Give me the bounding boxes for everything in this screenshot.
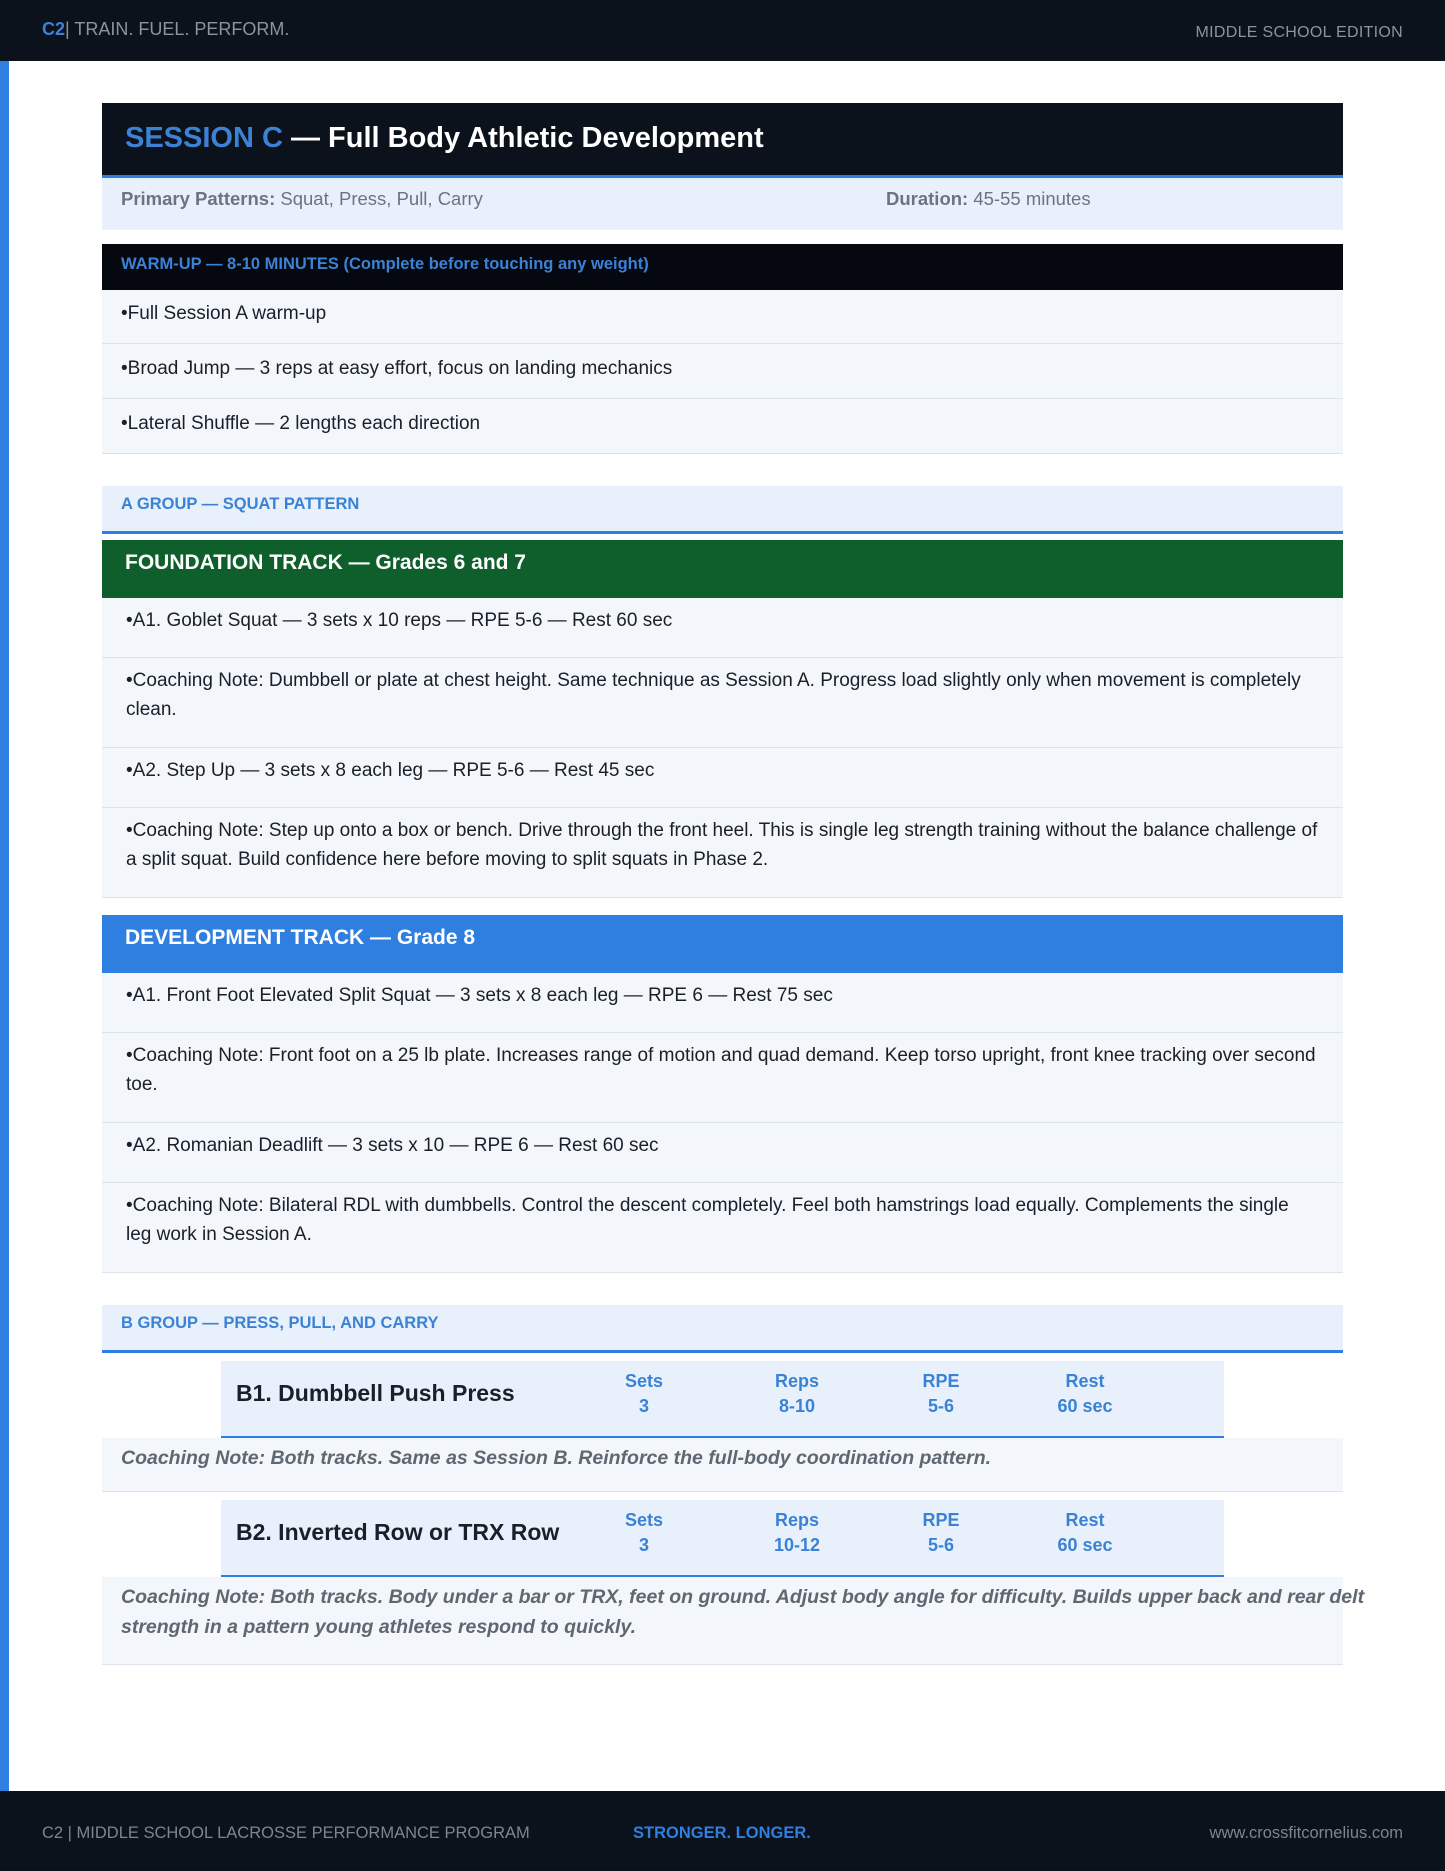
exercise-name: B1. Dumbbell Push Press: [236, 1380, 515, 1406]
exercise-card-b1: [221, 1361, 1224, 1438]
exercise-row: •A2. Step Up — 3 sets x 8 each leg — RPE 5-6 — Rest 45 sec: [102, 748, 1343, 808]
stat-value: 60 sec: [1057, 1396, 1113, 1416]
warmup-item: •Broad Jump — 3 reps at easy effort, focus on landing mechanics: [102, 344, 1343, 399]
stat-sets: [584, 1508, 704, 1558]
exercise-name: B2. Inverted Row or TRX Row: [236, 1519, 560, 1545]
stat-value: 8-10: [778, 1396, 816, 1416]
duration-label: Duration:: [886, 188, 969, 209]
stat-label: Sets: [624, 1510, 664, 1530]
brand-tagline: | TRAIN. FUEL. PERFORM.: [65, 19, 290, 39]
stat-reps: [737, 1508, 857, 1558]
stat-label: Reps: [774, 1510, 819, 1530]
brand-code: C2: [42, 19, 66, 39]
development-track-heading: DEVELOPMENT TRACK — Grade 8: [102, 915, 1343, 973]
left-accent-stripe: [0, 61, 9, 1791]
exercise-row: •A2. Romanian Deadlift — 3 sets x 10 — RPE 6 — Rest 60 sec: [102, 1123, 1343, 1183]
stat-label: Rest: [1065, 1510, 1105, 1530]
footer-program-name: C2 | MIDDLE SCHOOL LACROSSE PERFORMANCE PROGRAM: [42, 1824, 530, 1842]
document-content: [102, 103, 1365, 1665]
duration-value: 45-55 minutes: [968, 188, 1091, 209]
group-a-heading: A GROUP — SQUAT PATTERN: [102, 486, 1343, 534]
warmup-item: •Lateral Shuffle — 2 lengths each direction: [102, 399, 1343, 454]
stat-label: Rest: [1065, 1371, 1105, 1391]
primary-patterns-value: Squat, Press, Pull, Carry: [275, 188, 483, 209]
coaching-note-row: •Coaching Note: Front foot on a 25 lb plate. Increases range of motion and quad demand. Keep torso upright, front knee tracking over second toe.: [102, 1033, 1343, 1123]
footer-website-link[interactable]: www.crossfitcornelius.com: [1209, 1824, 1403, 1842]
foundation-track-heading: FOUNDATION TRACK — Grades 6 and 7: [102, 540, 1343, 598]
stat-value: 10-12: [773, 1535, 821, 1555]
footer: [0, 1791, 1445, 1871]
brand: [42, 19, 289, 40]
stat-label: RPE: [922, 1371, 960, 1391]
stat-rest: [1025, 1508, 1145, 1558]
coaching-note-row: •Coaching Note: Dumbbell or plate at chest height. Same technique as Session A. Progress load slightly only when movement is completely clean.: [102, 658, 1343, 748]
coaching-note-container: [102, 1577, 1365, 1665]
top-bar: [0, 0, 1445, 61]
duration: [886, 188, 1091, 210]
primary-patterns-label: Primary Patterns:: [121, 188, 276, 209]
coaching-note: Coaching Note: Both tracks. Same as Session B. Reinforce the full-body coordination pattern.: [102, 1438, 1343, 1492]
warmup-list: [102, 290, 1343, 454]
exercise-row: •A1. Goblet Squat — 3 sets x 10 reps — RPE 5-6 — Rest 60 sec: [102, 598, 1343, 658]
exercise-row: •A1. Front Foot Elevated Split Squat — 3 sets x 8 each leg — RPE 6 — Rest 75 sec: [102, 973, 1343, 1033]
stat-label: RPE: [922, 1510, 960, 1530]
group-b-heading: B GROUP — PRESS, PULL, AND CARRY: [102, 1305, 1343, 1353]
coaching-note-row: •Coaching Note: Bilateral RDL with dumbbells. Control the descent completely. Feel both hamstrings load equally. Complements the single leg work in Session A.: [102, 1183, 1343, 1273]
session-meta: [102, 178, 1343, 230]
stat-value: 3: [638, 1535, 649, 1555]
stat-value: 60 sec: [1057, 1535, 1113, 1555]
stat-rest: [1025, 1369, 1145, 1419]
edition-label: MIDDLE SCHOOL EDITION: [1195, 24, 1403, 41]
stat-label: Sets: [624, 1371, 664, 1391]
exercise-card-b2: [221, 1500, 1224, 1577]
warmup-heading: WARM-UP — 8-10 MINUTES (Complete before touching any weight): [102, 244, 1343, 290]
coaching-note-row: •Coaching Note: Step up onto a box or bench. Drive through the front heel. This is single leg strength training without the balance challenge of a split squat. Build confidence here before moving to split squats in Phase 2.: [102, 808, 1343, 898]
stat-value: 5-6: [927, 1535, 954, 1555]
warmup-item: •Full Session A warm-up: [102, 290, 1343, 344]
session-name: — Full Body Athletic Development: [282, 122, 764, 154]
stat-reps: [737, 1369, 857, 1419]
stat-rpe: [881, 1369, 1001, 1419]
stat-sets: [584, 1369, 704, 1419]
stat-label: Reps: [774, 1371, 819, 1391]
session-title: [102, 103, 1343, 178]
footer-slogan: STRONGER. LONGER.: [633, 1824, 811, 1842]
coaching-note: Coaching Note: Both tracks. Body under a bar or TRX, feet on ground. Adjust body angle for difficulty. Builds upper back and rear delt strength in a pattern young athletes respond to quickly.: [121, 1586, 1365, 1638]
session-code: SESSION C: [125, 122, 283, 154]
primary-patterns: [121, 188, 483, 210]
stat-value: 3: [638, 1396, 649, 1416]
stat-rpe: [881, 1508, 1001, 1558]
stat-value: 5-6: [927, 1396, 954, 1416]
